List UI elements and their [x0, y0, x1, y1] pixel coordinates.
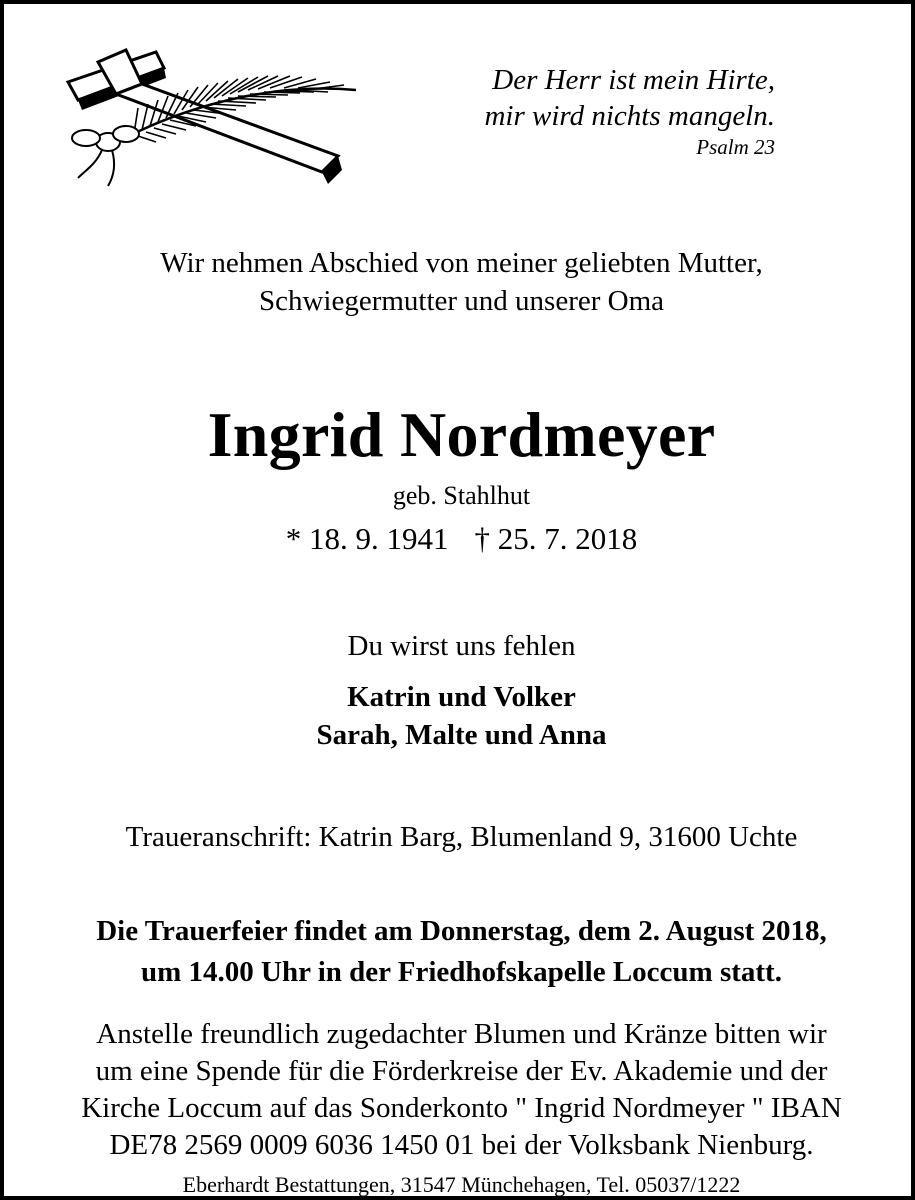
farewell-text: Du wirst uns fehlen — [347, 630, 576, 662]
intro-line-2: Schwiegermutter und unserer Oma — [258, 285, 665, 317]
psalm-line-2: mir wird nichts mangeln. — [484, 100, 775, 132]
psalm-reference: Psalm 23 — [696, 135, 775, 159]
birth-date: * 18. 9. 1941 — [285, 521, 449, 556]
cross-with-palm-branch-icon — [38, 38, 368, 196]
intro-text — [4, 244, 915, 320]
funeral-home-footer: Eberhardt Bestattungen, 31547 Münchehagen, Tel. 05037/1222 — [182, 1172, 741, 1197]
donation-line-4: DE78 2569 0009 6036 1450 01 bei der Volksbank Nienburg. — [109, 1129, 814, 1161]
psalm-quote — [484, 62, 775, 160]
intro-line-1: Wir nehmen Abschied von meiner geliebten Mutter, — [160, 247, 763, 279]
family-names — [4, 678, 915, 754]
funeral-service-info — [4, 911, 915, 993]
service-line-2: um 14.00 Uhr in der Friedhofskapelle Loccum statt. — [141, 956, 782, 988]
donation-line-1: Anstelle freundlich zugedachter Blumen und Kränze bitten wir — [96, 1018, 827, 1050]
donation-line-2: um eine Spende für die Förderkreise der Ev. Akademie und der — [95, 1055, 828, 1087]
donation-request — [4, 1016, 915, 1164]
deceased-name: Ingrid Nordmeyer — [207, 399, 716, 470]
donation-line-3: Kirche Loccum auf das Sonderkonto " Ingrid Nordmeyer " IBAN — [81, 1092, 842, 1124]
life-dates — [4, 520, 915, 558]
family-line-1: Katrin und Volker — [347, 681, 576, 713]
death-date: † 25. 7. 2018 — [474, 521, 638, 556]
family-line-2: Sarah, Malte und Anna — [316, 719, 607, 751]
service-line-1: Die Trauerfeier findet am Donnerstag, dem 2. August 2018, — [96, 915, 827, 947]
mourning-address: Traueranschrift: Katrin Barg, Blumenland 9, 31600 Uchte — [125, 821, 798, 853]
maiden-name: geb. Stahlhut — [392, 481, 531, 510]
psalm-line-1: Der Herr ist mein Hirte, — [492, 64, 775, 96]
